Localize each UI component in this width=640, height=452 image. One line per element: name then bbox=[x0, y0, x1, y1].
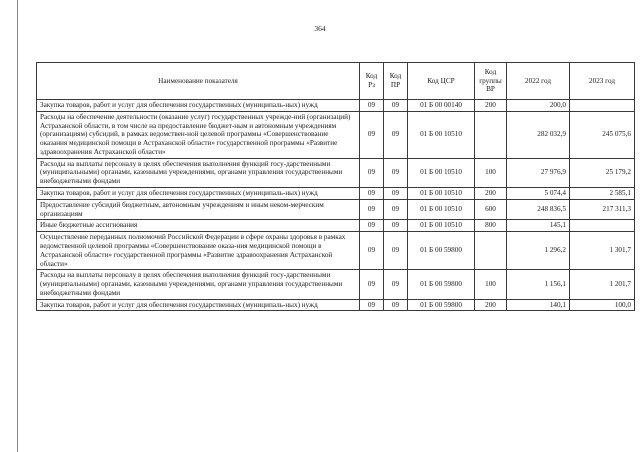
table-row bbox=[37, 270, 635, 299]
cell-csr: 01 Б 00 59800 bbox=[408, 232, 475, 270]
cell-2023: 217 311,3 bbox=[570, 199, 635, 220]
cell-rz: 09 bbox=[360, 111, 384, 158]
cell-2022: 1 296,2 bbox=[507, 232, 570, 270]
header-csr: Код ЦСР bbox=[408, 63, 475, 100]
cell-2023: 245 075,6 bbox=[570, 111, 635, 158]
cell-csr: 01 Б 00 10510 bbox=[408, 220, 475, 232]
cell-2023: 2 585,1 bbox=[570, 188, 635, 200]
cell-csr: 01 Б 00 10510 bbox=[408, 158, 475, 187]
cell-2023: 25 179,2 bbox=[570, 158, 635, 187]
cell-vr: 200 bbox=[475, 100, 507, 112]
cell-vr: 200 bbox=[475, 188, 507, 200]
cell-vr: 100 bbox=[475, 158, 507, 187]
table-row bbox=[37, 100, 635, 112]
cell-2022: 1 156,1 bbox=[507, 270, 570, 299]
cell-csr: 01 Б 00 10510 bbox=[408, 199, 475, 220]
cell-name: Иные бюджетные ассигнования bbox=[37, 220, 360, 232]
cell-rz: 09 bbox=[360, 299, 384, 311]
cell-rz: 09 bbox=[360, 188, 384, 200]
cell-pr: 09 bbox=[384, 199, 408, 220]
cell-name: Закупка товаров, работ и услуг для обеспечения государственных (муниципаль-ных) нужд bbox=[37, 100, 360, 112]
page-number: 364 bbox=[314, 24, 326, 33]
cell-pr: 09 bbox=[384, 220, 408, 232]
cell-rz: 09 bbox=[360, 270, 384, 299]
cell-rz: 09 bbox=[360, 158, 384, 187]
cell-rz: 09 bbox=[360, 232, 384, 270]
cell-name: Закупка товаров, работ и услуг для обеспечения государственных (муниципаль-ных) нужд bbox=[37, 299, 360, 311]
cell-2022: 140,1 bbox=[507, 299, 570, 311]
table-body bbox=[37, 100, 635, 311]
cell-vr: 100 bbox=[475, 270, 507, 299]
table-row bbox=[37, 199, 635, 220]
cell-rz: 09 bbox=[360, 220, 384, 232]
cell-csr: 01 Б 00 00140 bbox=[408, 100, 475, 112]
cell-2022: 27 976,9 bbox=[507, 158, 570, 187]
cell-name: Расходы на обеспечение деятельности (оказание услуг) государственных учрежде-ний (организаций) Астраханской области, в том числе на предоставление бюджет-ным и автономным учреждениям (организациям) субсидий, в рамках ведомствен-ной целевой программы «Совершенствование оказания медицинской помощи в Астраханской области» государственной программы «Развитие здравоохранения Астраханской области» bbox=[37, 111, 360, 158]
table-row bbox=[37, 232, 635, 270]
cell-2023: 100,0 bbox=[570, 299, 635, 311]
cell-2022: 200,0 bbox=[507, 100, 570, 112]
cell-vr bbox=[475, 232, 507, 270]
scan-edge-line bbox=[17, 0, 18, 452]
cell-pr: 09 bbox=[384, 188, 408, 200]
cell-rz: 09 bbox=[360, 100, 384, 112]
table-row bbox=[37, 158, 635, 187]
cell-pr: 09 bbox=[384, 158, 408, 187]
cell-rz: 09 bbox=[360, 199, 384, 220]
cell-pr: 09 bbox=[384, 299, 408, 311]
cell-2022: 5 074,4 bbox=[507, 188, 570, 200]
header-2023: 2023 год bbox=[570, 63, 635, 100]
header-pr: Код ПР bbox=[384, 63, 408, 100]
cell-name: Предоставление субсидий бюджетным, автономным учреждениям и иным неком-мерческим организациям bbox=[37, 199, 360, 220]
cell-2022: 282 032,9 bbox=[507, 111, 570, 158]
cell-name: Расходы на выплаты персоналу в целях обеспечения выполнения функций госу-дарственными (муниципальными) органами, казенными учреждениями, органами управления государственными внебюджетными фондами bbox=[37, 270, 360, 299]
cell-2022: 248 836,5 bbox=[507, 199, 570, 220]
cell-vr: 800 bbox=[475, 220, 507, 232]
cell-2023: 1 201,7 bbox=[570, 270, 635, 299]
table-row bbox=[37, 299, 635, 311]
table-row bbox=[37, 188, 635, 200]
header-2022: 2022 год bbox=[507, 63, 570, 100]
cell-pr: 09 bbox=[384, 111, 408, 158]
header-rz: Код Рз bbox=[360, 63, 384, 100]
cell-csr: 01 Б 00 10510 bbox=[408, 111, 475, 158]
cell-2023: 1 301,7 bbox=[570, 232, 635, 270]
cell-csr: 01 Б 00 59800 bbox=[408, 299, 475, 311]
cell-vr: 200 bbox=[475, 299, 507, 311]
cell-name: Закупка товаров, работ и услуг для обеспечения государственных (муниципаль-ных) нужд bbox=[37, 188, 360, 200]
header-name: Наименование показателя bbox=[37, 63, 360, 100]
cell-2023 bbox=[570, 100, 635, 112]
cell-name: Осуществление переданных полномочий Российской Федерации в сфере охраны здоровья в рамках ведомственной целевой программы «Совершенствование оказа-ния медицинской помощи в Астраханской области» государственной программы «Развитие здравоохранения Астраханской области» bbox=[37, 232, 360, 270]
table-row bbox=[37, 220, 635, 232]
cell-vr bbox=[475, 111, 507, 158]
cell-csr: 01 Б 00 59800 bbox=[408, 270, 475, 299]
cell-pr: 09 bbox=[384, 232, 408, 270]
budget-table bbox=[36, 62, 635, 311]
header-vr: Код группы ВР bbox=[475, 63, 507, 100]
cell-2022: 145,1 bbox=[507, 220, 570, 232]
table-header-row bbox=[37, 63, 635, 100]
cell-pr: 09 bbox=[384, 270, 408, 299]
cell-name: Расходы на выплаты персоналу в целях обеспечения выполнения функций госу-дарственными (муниципальными) органами, казенными учреждениями, органами управления государственными внебюджетными фондами bbox=[37, 158, 360, 187]
cell-vr: 600 bbox=[475, 199, 507, 220]
table-row bbox=[37, 111, 635, 158]
cell-csr: 01 Б 00 10510 bbox=[408, 188, 475, 200]
cell-2023 bbox=[570, 220, 635, 232]
cell-pr: 09 bbox=[384, 100, 408, 112]
